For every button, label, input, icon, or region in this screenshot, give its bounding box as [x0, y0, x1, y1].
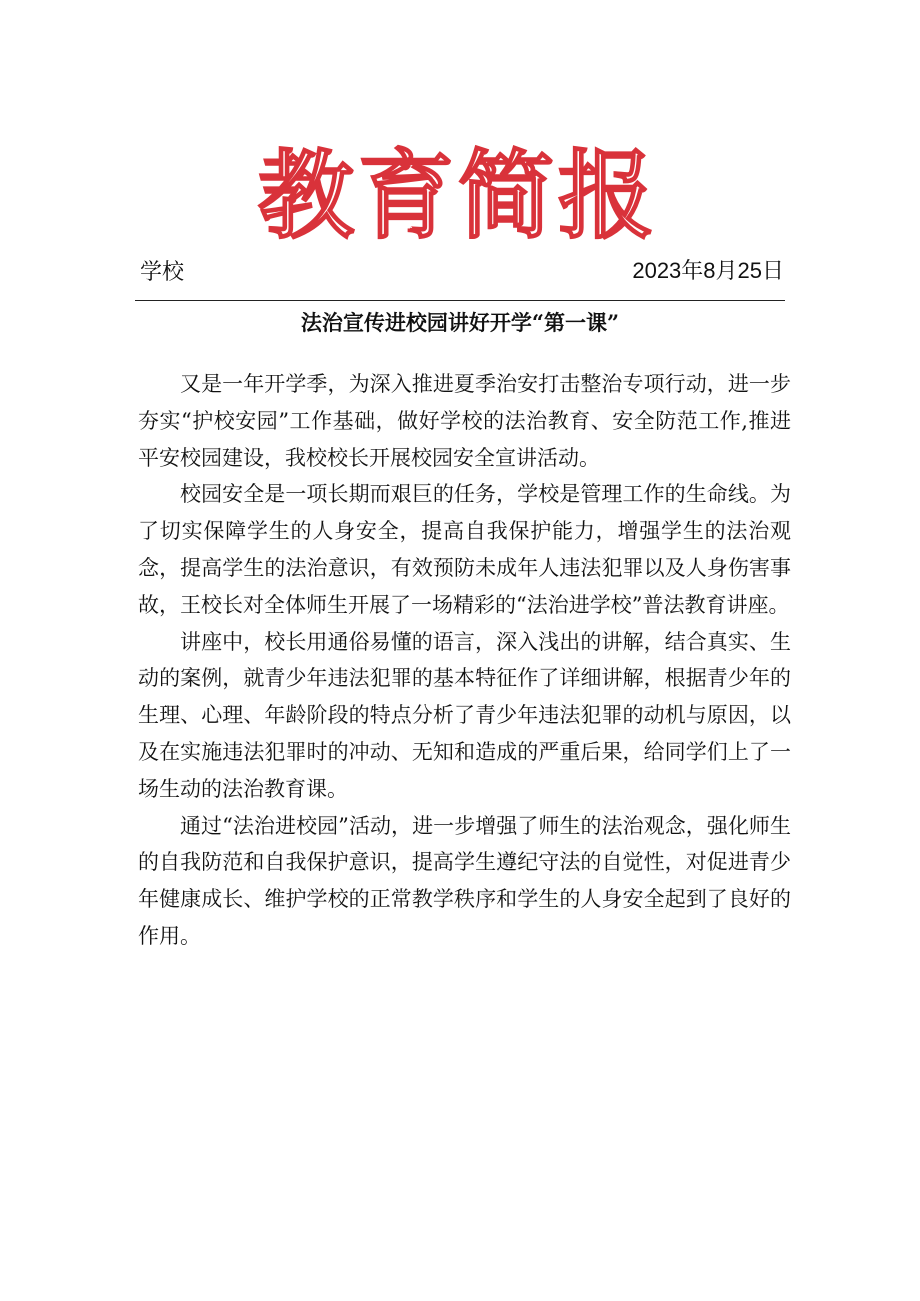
article-body: [138, 366, 791, 955]
paragraph-1: 又是一年开学季，为深入推进夏季治安打击整治专项行动，进一步夯实“护校安园”工作基础，做好学校的法治教育、安全防范工作,推进平安校园建设，我校校长开展校园安全宣讲活动。: [138, 372, 791, 470]
article-title: 法治宣传进校园讲好开学“第一课”: [300, 310, 620, 335]
school-name: 学校: [140, 260, 185, 285]
paragraph-2: 校园安全是一项长期而艰巨的任务，学校是管理工作的生命线。为了切实保障学生的人身安全，提高自我保护能力，增强学生的法治观念，提高学生的法治意识，有效预防未成年人违法犯罪以及人身伤害事故，王校长对全体师生开展了一场精彩的“法治进学校”普法教育讲座。: [138, 482, 791, 617]
paragraph-3: 讲座中，校长用通俗易懂的语言，深入浅出的讲解，结合真实、生动的案例，就青少年违法犯罪的基本特征作了详细讲解，根据青少年的生理、心理、年龄阶段的特点分析了青少年违法犯罪的动机与原因，以及在实施违法犯罪时的冲动、无知和造成的严重后果，给同学们上了一场生动的法治教育课。: [138, 629, 791, 801]
issue-date: 2023年8月25日: [632, 258, 784, 283]
paragraph-4: 通过“法治进校园”活动，进一步增强了师生的法治观念，强化师生的自我防范和自我保护意识，提高学生遵纪守法的自觉性，对促进青少年健康成长、维护学校的正常教学秩序和学生的人身安全起到了良好的作用。: [138, 813, 791, 948]
header-divider: [135, 300, 785, 301]
masthead-title: 教育简报: [258, 140, 658, 252]
